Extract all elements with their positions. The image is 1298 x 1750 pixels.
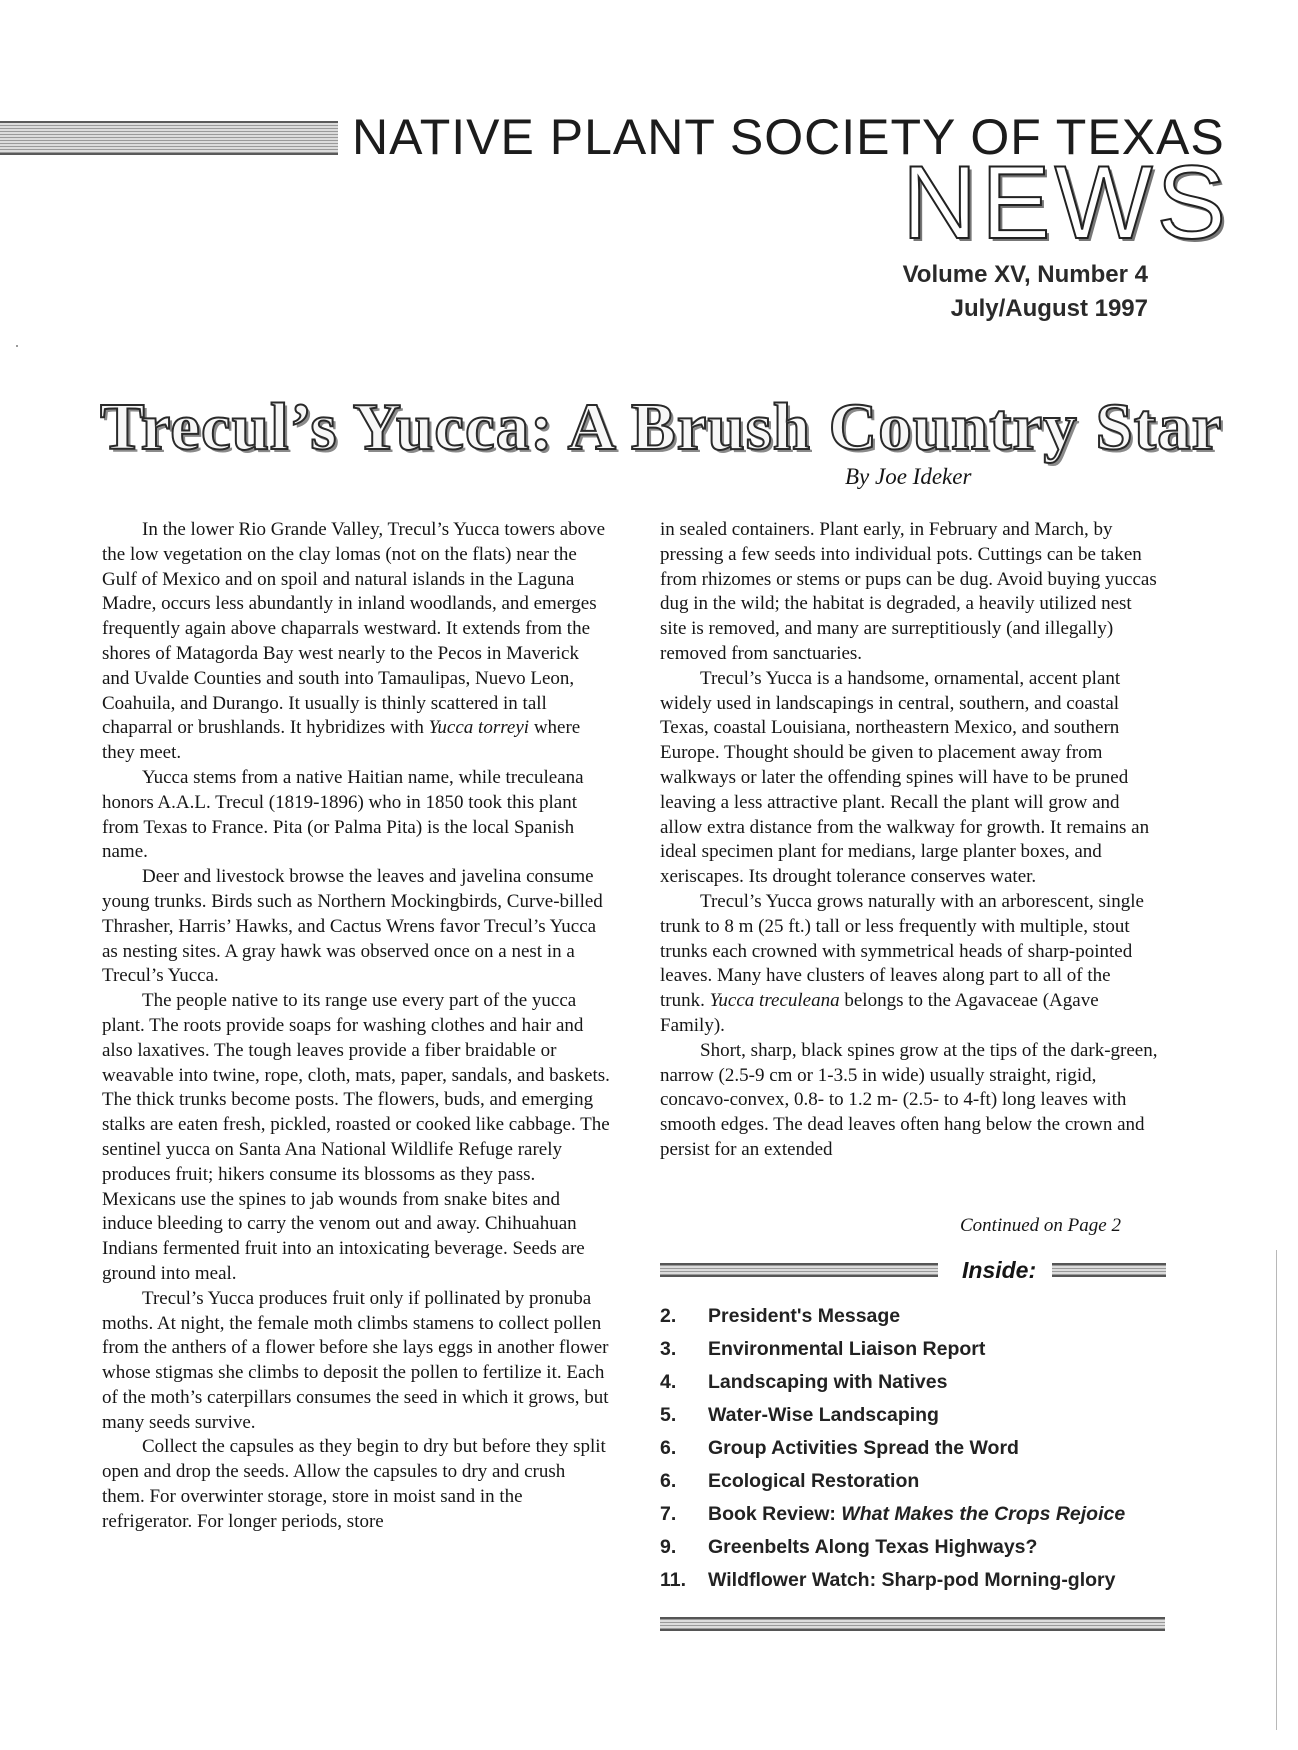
article-title: Trecul’s Yucca: A Brush Country Star [100, 390, 1223, 464]
article-column-2 [660, 518, 1160, 1163]
issue-info [903, 258, 1148, 326]
paragraph: Trecul’s Yucca is a handsome, ornamental, accent plant widely used in landscapings in central, southern, and coastal Texas, coastal Louisiana, northeastern Mexico, and southern Europe. Thought should be given to placement away from walkways or later the offending spines will have to be pruned leaving a less attractive plant. Recall the plant will grow and allow extra distance from the walkway for growth. It remains an ideal specimen plant for medians, large planter boxes, and xeriscapes. Its drought tolerance conserves water. [660, 667, 1150, 888]
table-of-contents [660, 1300, 1180, 1597]
masthead-bar [0, 121, 338, 155]
paragraph: Short, sharp, black spines grow at the tips of the dark-green, narrow (2.5-9 cm or 1-3.5 in wide) usually straight, rigid, concavo-convex, 0.8- to 1.2 m- (2.5- to 4-ft) long leaves with smooth edges. The dead leaves often hang below the crown and persist for an extended [660, 1039, 1158, 1160]
toc-item[interactable]: 4. Landscaping with Natives [660, 1371, 948, 1393]
paragraph: In the lower Rio Grande Valley, Trecul’s Yucca towers above the low vegetation on the clay lomas (not on the flats) near the Gulf of Mexico and on spoil and natural islands in the Laguna Madre, occurs less abundantly in inland woodlands, and emerges frequently again above chaparrals westward. It extends from the shores of Matagorda Bay west nearly to the Pecos in Maverick and Uvalde Counties and south into Tamaulipas, Nuevo Leon, Coahuila, and Durango. It usually is thinly scattered in tall chaparral or brushlands. It hybridizes with Yucca torreyi where they meet. [102, 519, 606, 764]
scan-edge-line [1276, 1250, 1277, 1730]
article-column-1 [102, 518, 610, 1535]
continued-note: Continued on Page 2 [960, 1215, 1121, 1236]
toc-item[interactable]: 2. President's Message [660, 1305, 901, 1327]
paragraph: The people native to its range use every part of the yucca plant. The roots provide soaps for washing clothes and hair and also laxatives. The tough leaves provide a fiber braidable or weavable into twine, rope, cloth, mats, paper, sandals, and baskets. The thick trunks become posts. The flowers, buds, and emerging stalks are eaten fresh, pickled, roasted or cooked like cabbage. The sentinel yucca on Santa Ana National Wildlife Refuge rarely produces fruit; hikers consume its blossoms as they pass. Mexicans use the spines to jab wounds from snake bites and induce bleeding to carry the venom out and away. Chihuahuan Indians fermented fruit into an intoxicating beverage. Seeds are ground into meal. [102, 990, 610, 1284]
scan-speck [16, 345, 18, 347]
toc-item[interactable]: 3. Environmental Liaison Report [660, 1338, 986, 1360]
issue-date: July/August 1997 [950, 295, 1148, 322]
toc-item[interactable]: 7. Book Review: What Makes the Crops Rejoice [660, 1503, 1126, 1525]
paragraph: Yucca stems from a native Haitian name, while treculeana honors A.A.L. Trecul (1819-1896) who in 1850 took this plant from Texas to France. Pita (or Palma Pita) is the local Spanish name. [102, 766, 584, 863]
toc-item[interactable]: 5. Water-Wise Landscaping [660, 1404, 939, 1426]
paragraph: Trecul’s Yucca produces fruit only if pollinated by pronuba moths. At night, the female moth climbs stamens to collect pollen from the anthers of a flower before she lays eggs in another flower whose stigmas she climbs to deposit the pollen to fertilize it. Each of the moth’s caterpillars consumes the seed in which it grows, but many seeds survive. [102, 1287, 609, 1433]
inside-bar-right [1052, 1263, 1166, 1277]
toc-item[interactable]: 11. Wildflower Watch: Sharp-pod Morning-glory [660, 1569, 1116, 1591]
inside-bar-left [660, 1263, 938, 1277]
paragraph: Collect the capsules as they begin to dry but before they split open and drop the seeds. Allow the capsules to dry and crush them. For overwinter storage, store in moist sand in the refrigerator. For longer periods, store [102, 1436, 606, 1532]
toc-item[interactable]: 6. Ecological Restoration [660, 1470, 920, 1492]
volume-number: Volume XV, Number 4 [902, 261, 1148, 288]
paragraph: Deer and livestock browse the leaves and javelina consume young trunks. Birds such as Northern Mockingbirds, Curve-billed Thrasher, Harris’ Hawks, and Cactus Wrens favor Trecul’s Yucca as nesting sites. A gray hawk was observed once on a nest in a Trecul’s Yucca. [102, 866, 603, 987]
toc-item[interactable]: 9. Greenbelts Along Texas Highways? [660, 1536, 1038, 1558]
byline: By Joe Ideker [845, 464, 972, 489]
paragraph: Trecul’s Yucca grows naturally with an arborescent, single trunk to 8 m (25 ft.) tall or less frequently with multiple, stout trunks each crowned with symmetrical heads of sharp-pointed leaves. Many have clusters of leaves along part to all of the trunk. Yucca treculeana belongs to the Agavaceae (Agave Family). [660, 890, 1144, 1036]
society-name: NATIVE PLANT SOCIETY OF TEXAS [352, 109, 1225, 165]
newsletter-title: NEWS [902, 145, 1230, 261]
inside-bar-bottom [660, 1617, 1165, 1631]
inside-label: Inside: [962, 1257, 1037, 1283]
paragraph: in sealed containers. Plant early, in February and March, by pressing a few seeds into individual pots. Cuttings can be taken from rhizomes or stems or pups can be dug. Avoid buying yuccas dug in the wild; the habitat is degraded, a heavily utilized nest site is removed, and many are surreptitiously (and illegally) removed from sanctuaries. [660, 519, 1157, 664]
toc-item[interactable]: 6. Group Activities Spread the Word [660, 1437, 1019, 1459]
